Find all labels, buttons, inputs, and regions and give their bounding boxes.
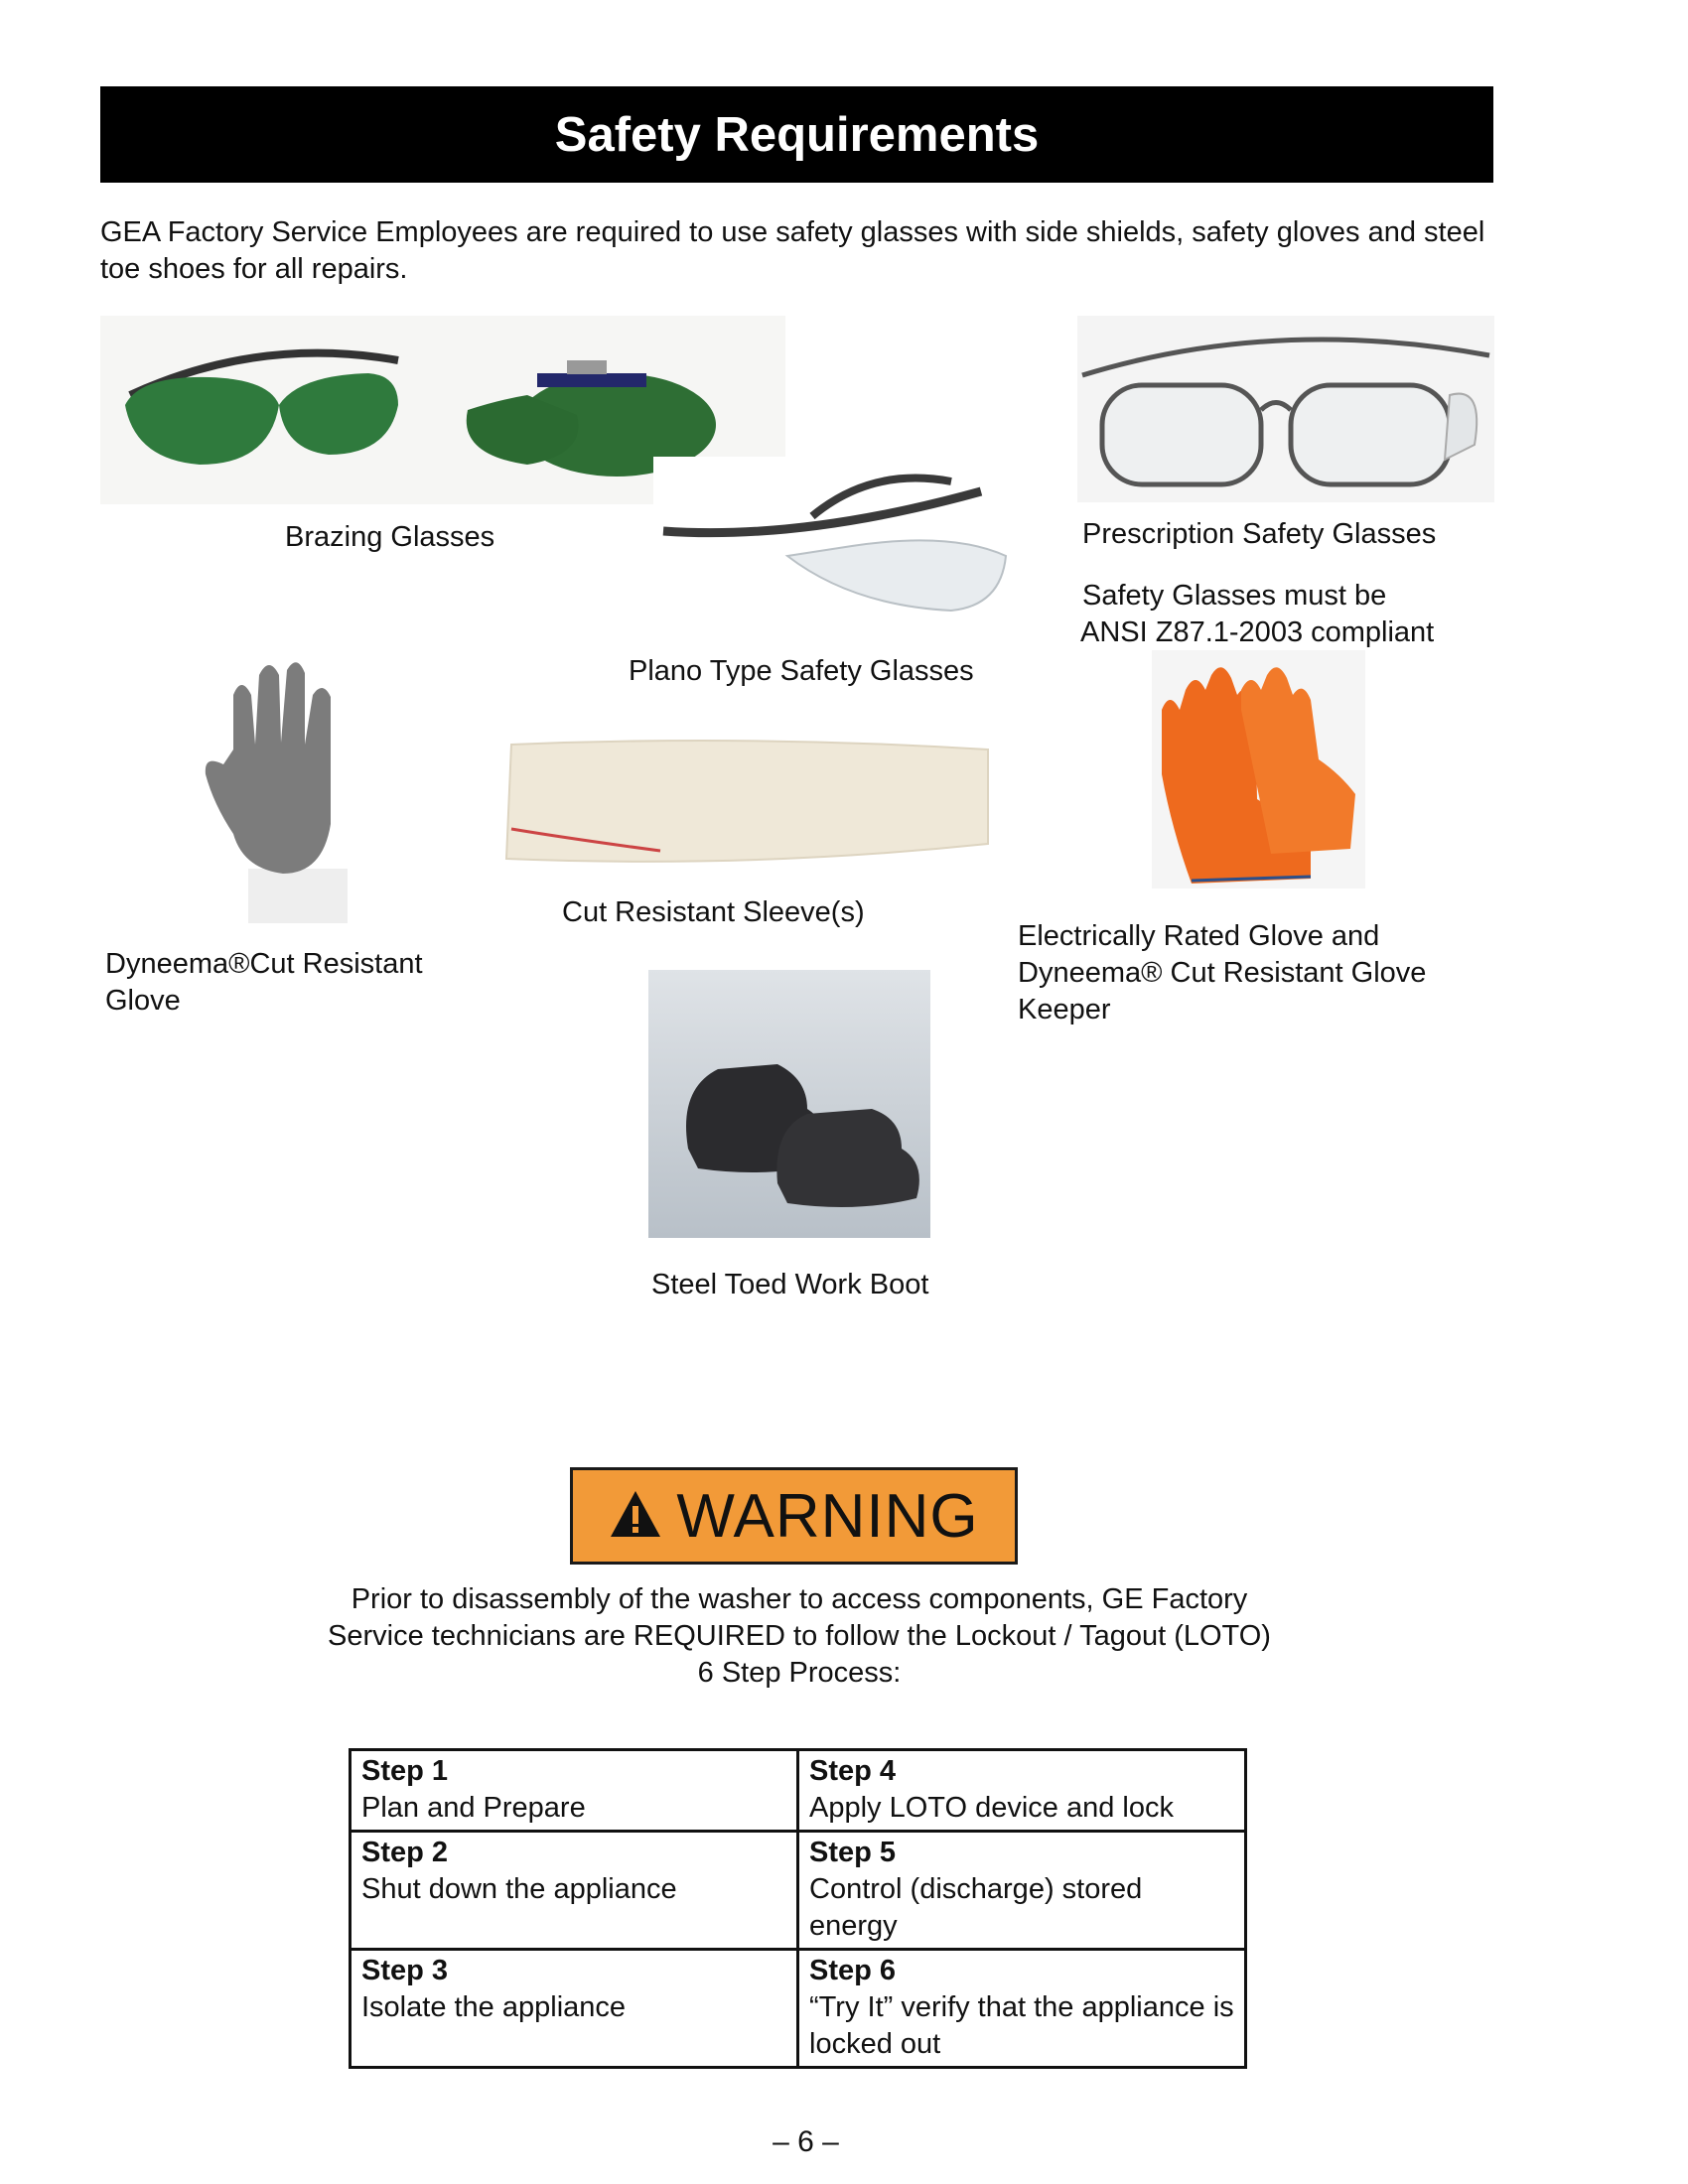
step-description: Shut down the appliance (361, 1872, 677, 1905)
step-number: Step 4 (809, 1755, 897, 1787)
work-boot-caption: Steel Toed Work Boot (651, 1269, 929, 1300)
plano-glasses-caption: Plano Type Safety Glasses (629, 655, 974, 687)
table-row (351, 1949, 1246, 2067)
work-boot-photo (648, 970, 930, 1238)
table-cell (351, 1949, 798, 2067)
step-description: Control (discharge) stored energy (809, 1872, 1143, 1942)
dyneema-glove-caption-line1: Dyneema®Cut Resistant (105, 948, 423, 980)
page-number: – 6 – (773, 2125, 839, 2158)
step-description: Plan and Prepare (361, 1792, 586, 1824)
page-title-banner (100, 86, 1493, 183)
step-number: Step 3 (361, 1954, 449, 1986)
warning-label (570, 1467, 1018, 1565)
loto-steps-table (349, 1748, 1247, 2069)
ansi-note-line1: Safety Glasses must be (1082, 580, 1387, 612)
dyneema-glove-photo (194, 655, 377, 923)
warning-triangle-icon (609, 1489, 662, 1544)
table-cell (798, 1949, 1246, 2067)
step-number: Step 2 (361, 1836, 449, 1868)
page-title: Safety Requirements (554, 107, 1040, 162)
ansi-note-line2: ANSI Z87.1-2003 compliant (1080, 616, 1435, 648)
warning-label-text: WARNING (676, 1481, 979, 1551)
step-number: Step 1 (361, 1755, 449, 1787)
dyneema-glove-caption-line2: Glove (105, 985, 181, 1017)
brazing-glasses-caption: Brazing Glasses (285, 521, 495, 553)
table-cell (351, 1750, 798, 1832)
prescription-glasses-caption: Prescription Safety Glasses (1082, 518, 1437, 550)
table-cell (351, 1831, 798, 1949)
plano-glasses-photo (653, 457, 1016, 640)
table-cell (798, 1750, 1246, 1832)
step-description: Isolate the appliance (361, 1990, 627, 2023)
step-number: Step 6 (809, 1954, 897, 1986)
electrical-glove-caption-line1: Electrically Rated Glove and (1018, 920, 1380, 952)
electrical-glove-caption-line3: Keeper (1018, 994, 1111, 1025)
intro-paragraph: GEA Factory Service Employees are required to use safety glasses with side shields, safety gloves and steel toe shoes for all repairs. (100, 216, 1485, 285)
table-cell (798, 1831, 1246, 1949)
electrical-glove-photo (1152, 650, 1365, 888)
step-number: Step 5 (809, 1836, 897, 1868)
table-row (351, 1831, 1246, 1949)
loto-instruction-text: Prior to disassembly of the washer to access components, GE Factory Service technicians are REQUIRED to follow the Lockout / Tagout (LOTO) 6 Step Process: (328, 1583, 1271, 1689)
prescription-glasses-photo (1077, 316, 1494, 502)
cut-sleeve-photo (501, 730, 993, 877)
step-description: “Try It” verify that the appliance is locked out (809, 1990, 1234, 2060)
step-description: Apply LOTO device and lock (809, 1792, 1174, 1824)
cut-sleeve-caption: Cut Resistant Sleeve(s) (562, 896, 865, 928)
electrical-glove-caption-line2: Dyneema® Cut Resistant Glove (1018, 957, 1427, 989)
table-row (351, 1750, 1246, 1832)
